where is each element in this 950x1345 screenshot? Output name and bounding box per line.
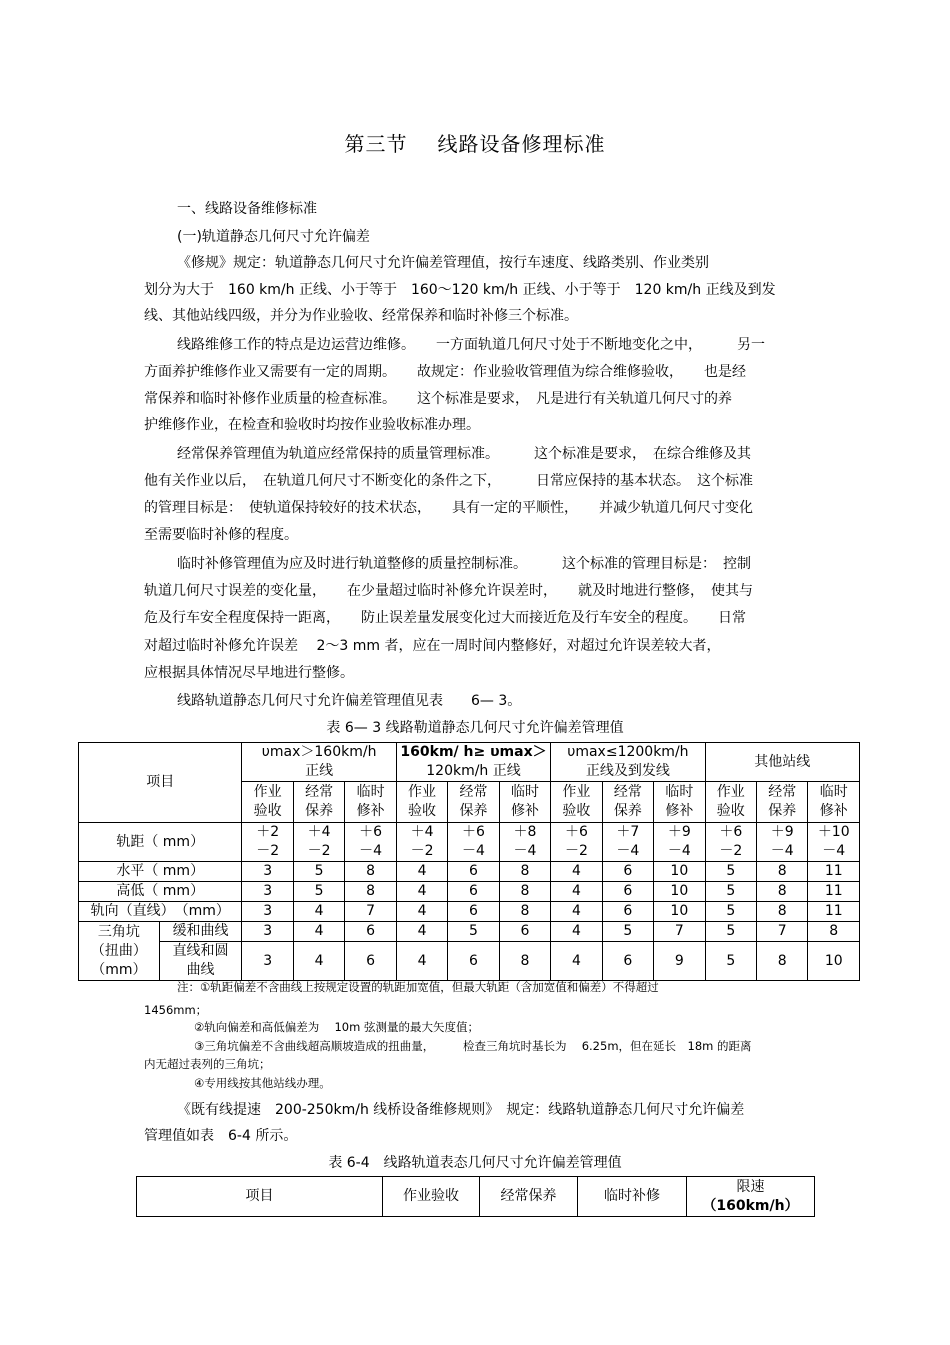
table-cell: 4 (396, 922, 447, 942)
table-cell (396, 823, 447, 862)
table-cell: 6 (345, 922, 396, 942)
paragraph-line: 护维修作业，在检查和验收时均按作业验收标准办理。 (144, 417, 480, 433)
gauge-minus-value: －2 (719, 843, 743, 859)
table-row (79, 922, 860, 942)
table-cell (705, 823, 756, 862)
table-cell: 4 (396, 942, 447, 981)
table-row (79, 882, 860, 902)
subheader-line: 临时 (510, 784, 539, 800)
table-cell: 11 (808, 882, 860, 902)
row-label: 高低（ mm） (79, 882, 242, 902)
subheader-line: 保养 (459, 803, 488, 819)
sublabel-line: 直线和圆 (172, 943, 229, 959)
subheader-line: 临时 (665, 784, 694, 800)
paragraph-line: 线、其他站线四级，并分为作业验收、经常保养和临时补修三个标准。 (144, 308, 578, 324)
paragraph-line: 《既有线提速 200-250km/h 线桥设备维修规则》 规定：线路轨道静态几何尺寸允许偏差 (177, 1102, 745, 1118)
table-cell: 6 (448, 862, 499, 882)
subheader-line: 经常 (305, 784, 334, 800)
table-cell: 4 (551, 862, 602, 882)
table-cell: 3 (242, 902, 293, 922)
gauge-minus-value: －2 (307, 843, 331, 859)
table-cell: 8 (499, 942, 550, 981)
table-cell: 8 (757, 942, 808, 981)
gauge-plus-value: ＋4 (410, 824, 434, 840)
table-cell: 10 (654, 902, 705, 922)
limit-bottom: （160km/h） (702, 1197, 799, 1214)
table-cell (808, 823, 860, 862)
group-3-top: υmax≤1200km/h (567, 744, 689, 760)
table-cell: 3 (242, 882, 293, 902)
table-cell (242, 823, 293, 862)
table-row (79, 942, 860, 981)
table-cell (551, 823, 602, 862)
gauge-plus-value: ＋6 (462, 824, 485, 840)
header-item: 项目 (79, 743, 242, 823)
header-temporary-repair: 临时补修 (578, 1177, 687, 1217)
title-section: 第三节 (344, 132, 408, 156)
table-row-gauge (79, 823, 860, 862)
gauge-minus-value: －2 (410, 843, 434, 859)
table-cell: 5 (448, 922, 499, 942)
gauge-plus-value: ＋4 (307, 824, 331, 840)
table-cell: 3 (242, 862, 293, 882)
row-sublabel (159, 942, 242, 981)
row-label: 轨距（ mm） (79, 823, 242, 862)
table-cell: 6 (602, 882, 653, 902)
table-cell: 11 (808, 862, 860, 882)
twist-label-line: （mm） (91, 961, 147, 978)
paragraph-line: 线路维修工作的特点是边运营边维修。 一方面轨道几何尺寸处于不断地变化之中， 另一 (177, 337, 765, 353)
table-cell: 5 (705, 942, 756, 981)
heading-1: 一、线路设备维修标准 (177, 201, 317, 217)
gauge-plus-value: ＋6 (359, 824, 383, 840)
gauge-minus-value: －2 (564, 843, 588, 859)
subheader-cell (345, 782, 396, 823)
header-item: 项目 (137, 1177, 383, 1217)
subheader-cell (551, 782, 602, 823)
header-group-3 (551, 743, 705, 782)
table-cell: 6 (602, 862, 653, 882)
gauge-minus-value: －4 (667, 843, 691, 859)
row-sublabel: 缓和曲线 (159, 922, 242, 942)
paragraph-line: 方面养护维修作业又需要有一定的周期。 故规定：作业验收管理值为综合维修验收， 也是经 (144, 364, 746, 380)
table-cell: 6 (345, 942, 396, 981)
subheader-line: 保养 (768, 803, 797, 819)
row-label-twist (79, 922, 160, 981)
header-acceptance: 作业验收 (383, 1177, 480, 1217)
gauge-minus-value: －4 (513, 843, 537, 859)
subheader-cell (293, 782, 344, 823)
paragraph-line: 常保养和临时补修作业质量的检查标准。 这个标准是要求， 凡是进行有关轨道几何尺寸的养 (144, 391, 732, 407)
paragraph-line: 对超过临时补修允许误差 2～3 mm 者，应在一周时间内整修好，对超过允许误差较大者， (144, 638, 721, 654)
table-note: ④专用线按其他站线办理。 (194, 1076, 331, 1090)
subheader-line: 经常 (768, 784, 797, 800)
table-cell: 10 (654, 862, 705, 882)
table-cell: 10 (654, 882, 705, 902)
table-cell: 4 (396, 862, 447, 882)
subheader-cell (602, 782, 653, 823)
table-cell: 8 (345, 862, 396, 882)
twist-label-line: 三角坑 (97, 923, 140, 940)
table-cell: 6 (602, 942, 653, 981)
gauge-plus-value: ＋2 (256, 824, 280, 840)
group-1-top: υmax＞160km/h (261, 744, 377, 760)
subheader-cell (705, 782, 756, 823)
table-cell (602, 823, 653, 862)
page-title (0, 128, 950, 157)
table-cell: 9 (654, 942, 705, 981)
table-cell: 4 (293, 942, 344, 981)
subheader-line: 经常 (613, 784, 642, 800)
row-label: 水平（ mm） (79, 862, 242, 882)
gauge-plus-value: ＋8 (513, 824, 537, 840)
header-maintenance: 经常保养 (480, 1177, 578, 1217)
group-2-sub: 120km/h 正线 (426, 763, 521, 779)
header-group-1 (242, 743, 396, 782)
table-cell: 5 (602, 922, 653, 942)
table-6-4 (136, 1176, 815, 1217)
header-group-2 (396, 743, 550, 782)
table-cell: 3 (242, 942, 293, 981)
group-2-top: 160km/ h≥ υmax＞ (400, 744, 547, 760)
subheader-line: 经常 (459, 784, 488, 800)
table-header-row (79, 743, 860, 782)
table-cell: 4 (551, 922, 602, 942)
table-cell (499, 823, 550, 862)
paragraph-line: 管理值如表 6-4 所示。 (144, 1128, 298, 1144)
paragraph-line: 划分为大于 160 km/h 正线、小于等于 160～120 km/h 正线、小于等于 120 km/h 正线及到发 (144, 282, 776, 298)
table-note: 内无超过表列的三角坑； (144, 1057, 271, 1071)
gauge-plus-value: ＋9 (667, 824, 691, 840)
sublabel-line: 曲线 (186, 962, 215, 978)
subheader-line: 临时 (819, 784, 848, 800)
table-cell: 5 (705, 902, 756, 922)
subheader-cell (654, 782, 705, 823)
table-row (79, 862, 860, 882)
table-note: ③三角坑偏差不含曲线超高顺坡造成的扭曲量， 检查三角坑时基长为 6.25m，但在延长 18m 的距离 (194, 1039, 752, 1053)
table-cell: 6 (602, 902, 653, 922)
subheader-line: 保养 (613, 803, 642, 819)
row-label: 轨向（直线） （mm） (79, 902, 242, 922)
paragraph-line: 他有关作业以后， 在轨道几何尺寸不断变化的条件之下， 日常应保持的基本状态。 这个标准 (144, 473, 753, 489)
table-cell: 4 (396, 882, 447, 902)
table-cell: 5 (705, 922, 756, 942)
subheader-line: 修补 (665, 803, 694, 819)
table-note: 1456mm； (144, 1003, 208, 1017)
table-cell: 6 (448, 942, 499, 981)
table-cell (757, 823, 808, 862)
table-6-4-caption: 表 6-4 线路轨道表态几何尺寸允许偏差管理值 (328, 1155, 622, 1171)
table-cell: 4 (551, 882, 602, 902)
table-cell: 8 (808, 922, 860, 942)
header-group-4: 其他站线 (705, 743, 859, 782)
paragraph-line: 临时补修管理值为应及时进行轨道整修的质量控制标准。 这个标准的管理目标是： 控制 (177, 556, 751, 572)
gauge-minus-value: －4 (359, 843, 383, 859)
table-cell (654, 823, 705, 862)
table-cell: 4 (396, 902, 447, 922)
subheader-line: 作业 (562, 784, 591, 800)
subheader-line: 修补 (819, 803, 848, 819)
table-header-row (137, 1177, 815, 1217)
table-cell: 8 (499, 902, 550, 922)
subheader-line: 验收 (562, 803, 591, 819)
paragraph-line: 线路轨道静态几何尺寸允许偏差管理值见表 6— 3。 (177, 693, 522, 709)
twist-label-line: （扭曲） (90, 942, 147, 959)
paragraph-line: 的管理目标是： 使轨道保持较好的技术状态， 具有一定的平顺性， 并减少轨道几何尺寸变化 (144, 500, 753, 516)
table-cell: 8 (499, 882, 550, 902)
table-cell: 6 (499, 922, 550, 942)
title-main: 线路设备修理标准 (437, 132, 606, 156)
paragraph-line: 轨道几何尺寸误差的变化量， 在少量超过临时补修允许误差时， 就及时地进行整修， 使其与 (144, 583, 753, 599)
table-cell: 4 (293, 902, 344, 922)
table-note: 注：①轨距偏差不含曲线上按规定设置的轨距加宽值，但最大轨距（含加宽值和偏差）不得超过 (177, 980, 659, 994)
table-row (79, 902, 860, 922)
table-note: ②轨向偏差和高低偏差为 10m 弦测量的最大矢度值； (194, 1020, 479, 1034)
subheader-cell (396, 782, 447, 823)
table-cell: 3 (242, 922, 293, 942)
subheader-line: 临时 (356, 784, 385, 800)
subheader-cell (242, 782, 293, 823)
gauge-plus-value: ＋6 (564, 824, 588, 840)
table-cell: 6 (448, 902, 499, 922)
table-cell (345, 823, 396, 862)
table-cell: 8 (345, 882, 396, 902)
table-cell: 10 (808, 942, 860, 981)
paragraph-line: 《修规》规定：轨道静态几何尺寸允许偏差管理值，按行车速度、线路类别、作业类别 (177, 255, 709, 271)
gauge-plus-value: ＋9 (770, 824, 794, 840)
gauge-plus-value: ＋6 (719, 824, 743, 840)
table-cell: 5 (293, 882, 344, 902)
group-3-sub: 正线及到发线 (585, 763, 670, 779)
subheader-line: 作业 (408, 784, 437, 800)
subheader-cell (808, 782, 860, 823)
subheader-line: 验收 (253, 803, 282, 819)
gauge-plus-value: ＋10 (817, 824, 850, 840)
table-cell: 7 (757, 922, 808, 942)
table-cell: 5 (705, 882, 756, 902)
subheader-line: 验收 (408, 803, 437, 819)
paragraph-line: 至需要临时补修的程度。 (144, 527, 298, 543)
heading-2: (一)轨道静态几何尺寸允许偏差 (177, 229, 370, 245)
subheader-cell (448, 782, 499, 823)
limit-top: 限速 (736, 1178, 765, 1195)
subheader-line: 验收 (716, 803, 745, 819)
subheader-cell (757, 782, 808, 823)
group-1-sub: 正线 (305, 763, 334, 779)
table-cell: 8 (757, 902, 808, 922)
table-cell: 8 (757, 882, 808, 902)
paragraph-line: 经常保养管理值为轨道应经常保持的质量管理标准。 这个标准是要求， 在综合维修及其 (177, 446, 751, 462)
gauge-minus-value: －2 (256, 843, 280, 859)
table-cell (293, 823, 344, 862)
table-cell: 4 (551, 902, 602, 922)
paragraph-line: 危及行车安全程度保持一距离， 防止误差量发展变化过大而接近危及行车安全的程度。 日常 (144, 610, 746, 626)
table-cell: 5 (705, 862, 756, 882)
table-cell: 7 (654, 922, 705, 942)
table-cell: 8 (499, 862, 550, 882)
subheader-cell (499, 782, 550, 823)
table-cell: 4 (293, 922, 344, 942)
subheader-line: 修补 (510, 803, 539, 819)
table-cell: 4 (551, 942, 602, 981)
header-speed-limit (687, 1177, 815, 1217)
table-cell: 6 (448, 882, 499, 902)
table-cell: 5 (293, 862, 344, 882)
subheader-line: 作业 (716, 784, 745, 800)
gauge-plus-value: ＋7 (616, 824, 640, 840)
table-cell (448, 823, 499, 862)
table-cell: 8 (757, 862, 808, 882)
gauge-minus-value: －4 (822, 843, 846, 859)
gauge-minus-value: －4 (616, 843, 640, 859)
paragraph-line: 应根据具体情况尽早地进行整修。 (144, 665, 354, 681)
table-cell: 7 (345, 902, 396, 922)
table-6-3-caption: 表 6— 3 线路勒道静态几何尺寸允许偏差管理值 (326, 720, 624, 736)
gauge-minus-value: －4 (770, 843, 794, 859)
table-cell: 11 (808, 902, 860, 922)
subheader-line: 保养 (305, 803, 334, 819)
subheader-line: 修补 (356, 803, 385, 819)
subheader-line: 作业 (253, 784, 282, 800)
gauge-minus-value: －4 (462, 843, 485, 859)
table-6-3 (78, 742, 860, 981)
